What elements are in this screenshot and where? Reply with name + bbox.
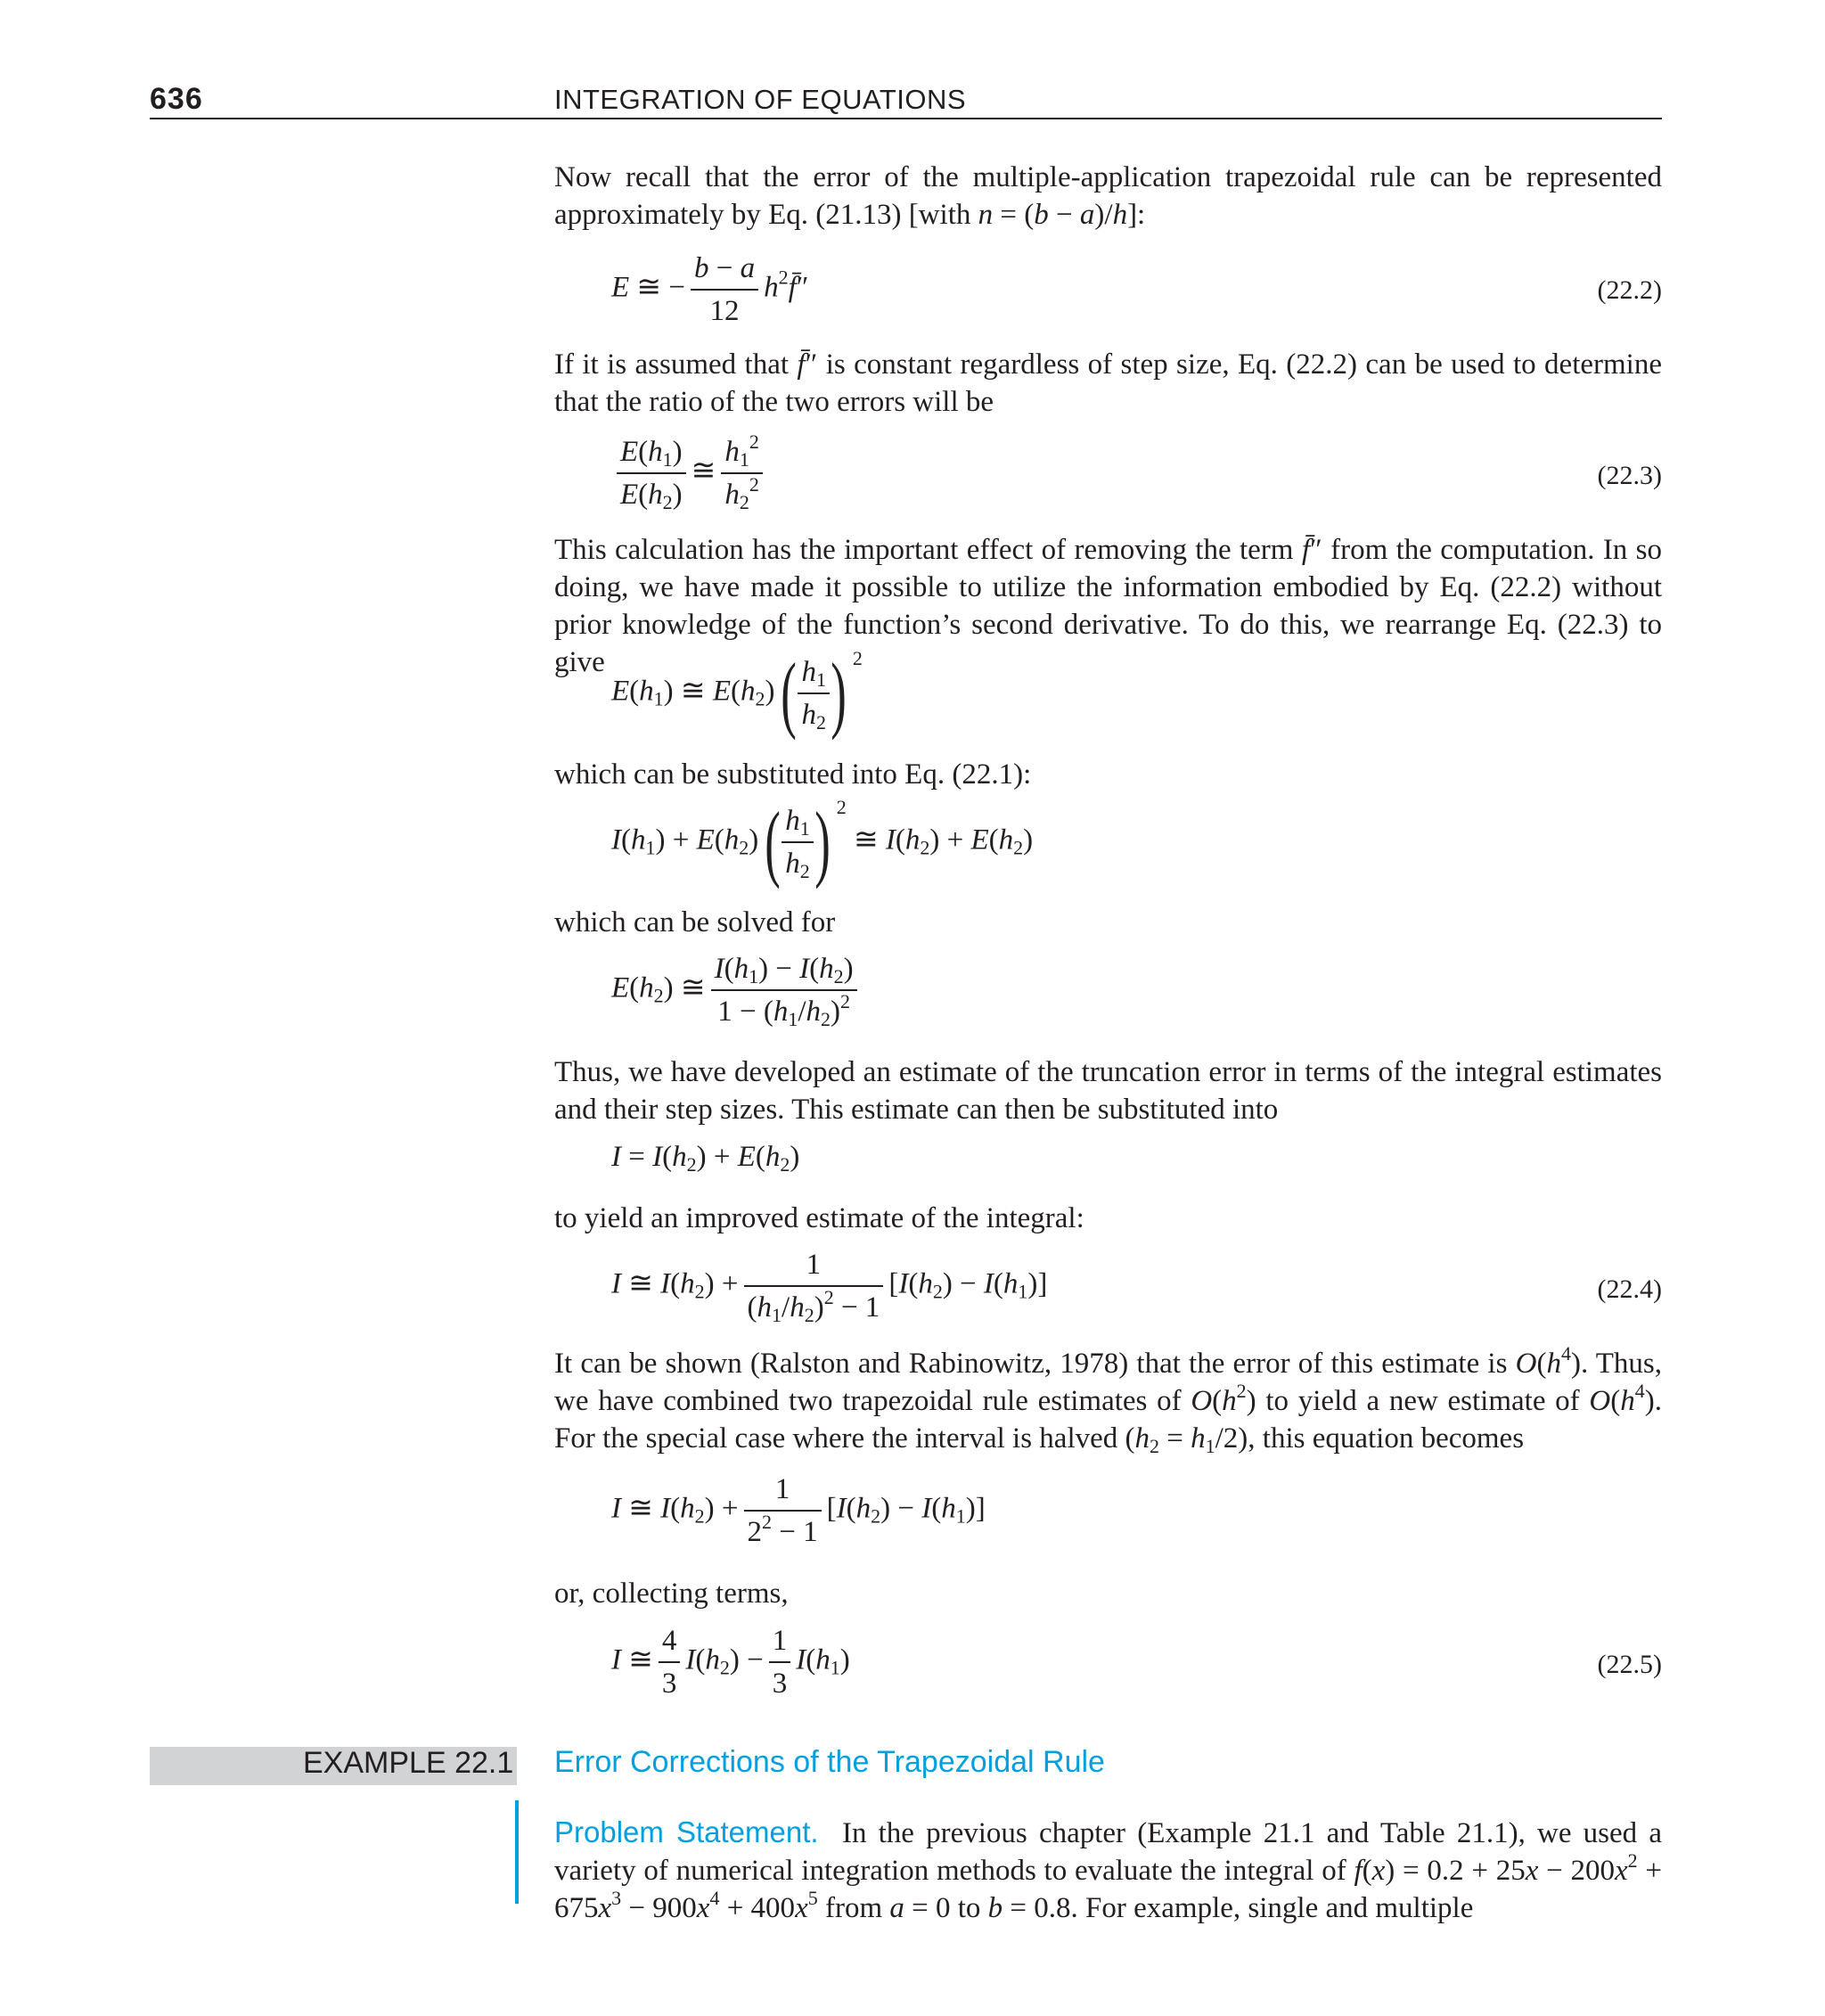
paragraph-7: to yield an improved estimate of the integral: xyxy=(554,1202,1084,1234)
equation-number-22-4: (22.4) xyxy=(1597,1274,1662,1304)
equation-22-5: I ≅ $\frac{4}{3}$ $I(h_2)$ − $\frac{1}{3}$ $I(h_1)$ xyxy=(611,1625,850,1700)
equation-error-solved: $E(h_2)$ ≅ $\frac{I(h_1) - I(h_2)}{1 - (h_1/h_2)^2}$ xyxy=(611,952,863,1028)
equation-substituted: $I(h_1) + E(h_2)$( $\frac{h_1}{h_2}$ ) 2 ≅ $I(h_2) + E(h_2)$ xyxy=(611,794,1034,889)
header-rule xyxy=(150,118,1662,119)
equation-number-22-2: (22.2) xyxy=(1597,275,1662,305)
example-label: EXAMPLE 22.1 xyxy=(303,1746,514,1780)
paragraph-4: which can be substituted into Eq. (22.1): xyxy=(554,758,1032,791)
problem-statement-heading: Problem Statement. xyxy=(554,1815,819,1848)
equation-halved: I ≅ $I(h_2)$ + $\frac{1}{2^2 - 1}$ $[I(h_2) - I(h_1)]$ xyxy=(611,1473,986,1548)
equation-22-4: I ≅ $I(h_2)$ + $\frac{1}{(h_1/h_2)^2 - 1}$ $[I(h_2) - I(h_1)]$ xyxy=(611,1249,1048,1326)
example-side-bar xyxy=(515,1800,519,1904)
equation-error-ratio: $E(h_1)$ ≅ $E(h_2)$( $\frac{h_1}{h_2}$ ) 2 xyxy=(611,645,863,741)
paragraph-3: This calculation has the important effect of removing the term f̄″ from the computation. In so doing, we have made it possible to utilize the information embodied by Eq. (22.2) without prior knowledge of the function’s second derivative. To do this, we rearrange Eq. (22.3) to give xyxy=(554,534,1663,678)
paragraph-2: If it is assumed that f̄″ is constant regardless of step size, Eq. (22.2) can be used to determine that the ratio of the two errors will be xyxy=(554,348,1662,418)
paragraph-9: or, collecting terms, xyxy=(554,1578,789,1610)
equation-number-22-3: (22.3) xyxy=(1597,461,1662,490)
paragraph-8: It can be shown (Ralston and Rabinowitz, 1978) that the error of this estimate is $O(h^4)$. Thus, we have combined two trapezoidal rule estimates of $O(h^2)$ to yield a new estimate of $O(h^4)$. For the special case where the interval is halved $(h_2 = h_1/2)$, this equation becomes xyxy=(554,1342,1663,1457)
example-problem-statement: Problem Statement. In the previous chapter (Example 21.1 and Table 21.1), we used a variety of numerical integration methods to evaluate the integral of $f(x) = 0.2 + 25x - 200x^2 + 675x^3 - 900x^4 + 400x^5$ from a = 0 to b = 0.8. For example, single and multiple xyxy=(554,1815,1663,1924)
paragraph-1: Now recall that the error of the multiple-application trapezoidal rule can be represented approximately by Eq. (21.13) [with n = (b − a)/h]: xyxy=(554,161,1662,231)
page-number: 636 xyxy=(150,82,203,116)
paragraph-5: which can be solved for xyxy=(554,906,836,938)
equation-improved-form: $I = I(h_2) + E(h_2)$ xyxy=(611,1141,800,1176)
running-title: INTEGRATION OF EQUATIONS xyxy=(554,84,967,115)
equation-22-2: E ≅ − $\frac{b - a}{12}$ $h^2f̄''$ xyxy=(611,252,809,327)
example-title: Error Corrections of the Trapezoidal Rule xyxy=(554,1745,1105,1779)
equation-number-22-5: (22.5) xyxy=(1597,1650,1662,1679)
paragraph-6: Thus, we have developed an estimate of the truncation error in terms of the integral estimates and their step sizes. This estimate can then be substituted into xyxy=(554,1056,1662,1126)
equation-22-3: $\frac{E(h_1)}{E(h_2)}$ ≅ $\frac{h_1^2}{h_2^2}$ xyxy=(611,435,768,512)
